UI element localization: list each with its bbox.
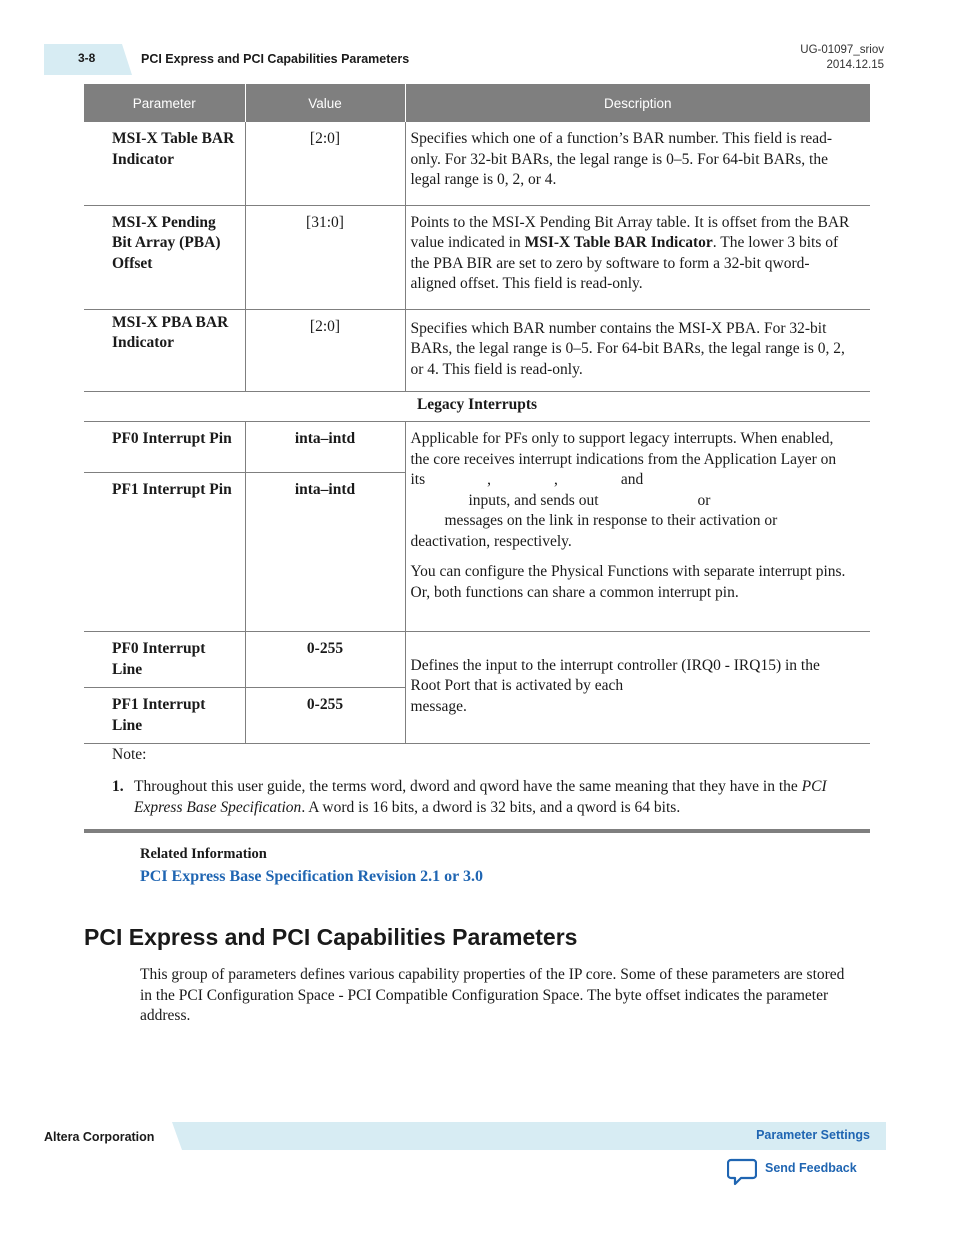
note-item	[112, 777, 842, 818]
param-description: Specifies which one of a function’s BAR number. This field is read-only. For 32-bit BARs, the legal range is 0–5. For 64-bit BARs, the legal range is 0, 2, or 4.	[405, 122, 870, 205]
param-value: 0-255	[245, 632, 405, 688]
column-header: Value	[245, 84, 405, 122]
table-header-row	[84, 84, 870, 122]
header-title: PCI Express and PCI Capabilities Parameters	[141, 52, 410, 66]
param-value: inta–intd	[245, 422, 405, 473]
table-end-rule	[84, 829, 870, 833]
param-description: Defines the input to the interrupt controller (IRQ0 - IRQ15) in the Root Port that is activated by each message.	[405, 632, 870, 744]
page-number: 3-8	[78, 51, 96, 65]
desc-text: Points to the MSI-X Pending Bit Array table. It is offset from the BAR value indicated in	[410, 213, 850, 251]
param-value: [2:0]	[245, 309, 405, 391]
doc-date: 2014.12.15	[826, 59, 884, 71]
footer-section-link[interactable]: Parameter Settings	[756, 1128, 870, 1142]
doc-id: UG-01097_sriov	[800, 44, 884, 56]
param-value: 0-255	[245, 688, 405, 744]
param-description	[405, 422, 870, 632]
spec-title: PCI Express Base Specification	[134, 778, 827, 816]
column-header: Parameter	[84, 84, 245, 122]
param-name: PF0 Interrupt Pin	[84, 422, 245, 473]
param-name: MSI-X Table BAR Indicator	[84, 122, 245, 205]
send-feedback-link[interactable]: Send Feedback	[765, 1161, 857, 1175]
related-info-link[interactable]: PCI Express Base Specification Revision 2.1 or 3.0	[140, 868, 483, 885]
param-name: MSI-X Pending Bit Array (PBA) Offset	[84, 205, 245, 309]
doc-info	[800, 43, 884, 73]
note-number: 1.	[112, 778, 124, 795]
speech-bubble-icon[interactable]	[727, 1158, 757, 1186]
desc-paragraph: Applicable for PFs only to support legacy interrupts. When enabled, the core receives interrupt indications from the Application Layer on its , , and inputs, and sends out or messages on the link in response to their activation or deactivation, respectively.	[410, 430, 837, 550]
related-info-heading: Related Information	[140, 846, 267, 862]
param-name: MSI-X PBA BAR Indicator	[84, 309, 245, 391]
legacy-interrupts-heading: Legacy Interrupts	[84, 391, 870, 422]
param-value: [31:0]	[245, 205, 405, 309]
desc-paragraph: You can configure the Physical Functions with separate interrupt pins. Or, both functions can share a common interrupt pin.	[410, 563, 846, 601]
note-label: Note:	[112, 746, 147, 763]
column-header: Description	[405, 84, 870, 122]
param-value: inta–intd	[245, 473, 405, 632]
section-body: This group of parameters defines various capability properties of the IP core. Some of these parameters are stored in the PCI Configuration Space - PCI Compatible Configuration Space. The byte offset indicates the parameter address.	[140, 966, 845, 1024]
table-row	[84, 122, 870, 205]
table-row	[84, 205, 870, 309]
table-row	[84, 422, 870, 473]
section-title: PCI Express and PCI Capabilities Parameters	[84, 924, 578, 950]
param-value: [2:0]	[245, 122, 405, 205]
table-row	[84, 632, 870, 688]
section-row	[84, 391, 870, 422]
param-description: Specifies which BAR number contains the MSI-X PBA. For 32-bit BARs, the legal range is 0–5. For 64-bit BARs, the legal range is 0, 2, or 4. This field is read-only.	[405, 309, 870, 391]
param-name: PF1 Interrupt Line	[84, 688, 245, 744]
desc-text: . The lower 3 bits of the PBA BIR are set to zero by software to form a 32-bit qword-aligned offset. This field is read-only.	[410, 234, 839, 292]
table-row	[84, 309, 870, 391]
desc-bold-ref: MSI-X Table BAR Indicator	[524, 234, 713, 251]
note-text: Throughout this user guide, the terms word, dword and qword have the same meaning that they have in the PCI Express Base Specification. A word is 16 bits, a dword is 32 bits, and a qword is 64 bits.	[134, 778, 827, 816]
footer-company: Altera Corporation	[44, 1130, 155, 1144]
param-description	[405, 205, 870, 309]
param-name: PF0 Interrupt Line	[84, 632, 245, 688]
parameter-table	[84, 84, 870, 744]
param-name: PF1 Interrupt Pin	[84, 473, 245, 632]
